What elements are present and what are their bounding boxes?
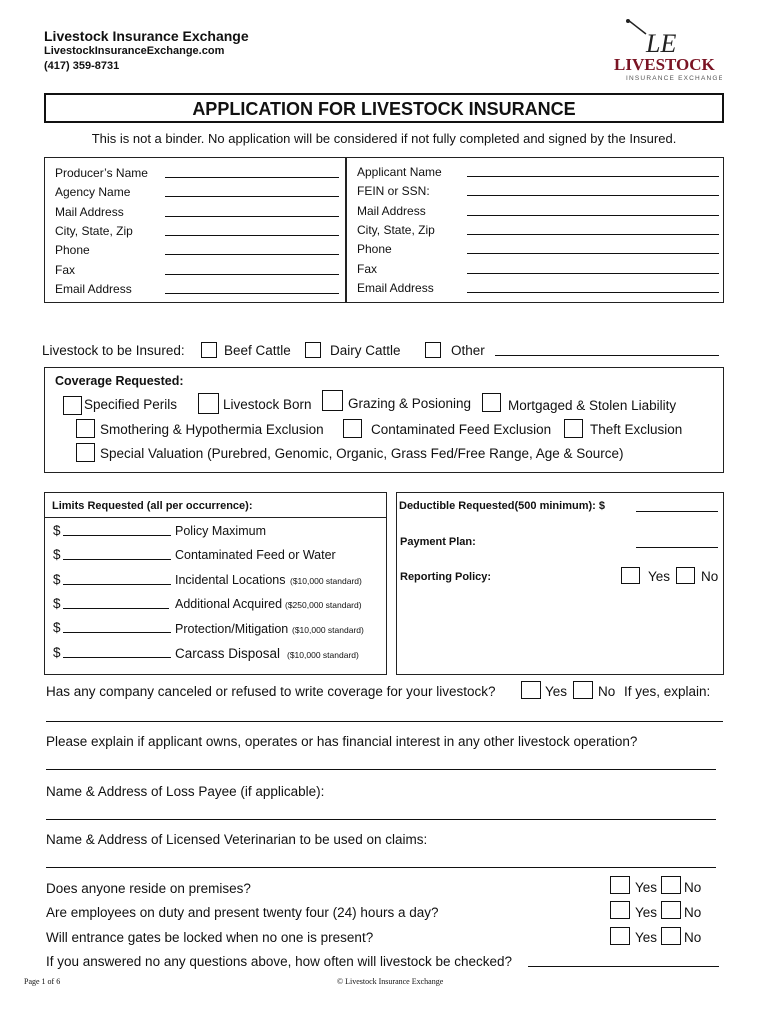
reporting-yes-label: Yes	[648, 569, 671, 584]
gates-yes-label: Yes	[635, 930, 658, 945]
loss-payee-question: Name & Address of Loss Payee (if applicable):	[46, 784, 325, 799]
applicant-mail-label: Mail Address	[357, 204, 426, 218]
reporting-no-checkbox[interactable]	[676, 567, 695, 584]
protection-label: Protection/Mitigation	[175, 622, 289, 636]
other-ops-question: Please explain if applicant owns, operates or has financial interest in any other livestock operation?	[46, 734, 638, 749]
beef-cattle-label: Beef Cattle	[224, 343, 291, 358]
other-label: Other	[451, 343, 485, 358]
applicant-email-label: Email Address	[357, 281, 434, 295]
producer-name-label: Producer’s Name	[55, 166, 148, 180]
binder-notice: This is not a binder. No application will be considered if not fully completed and signed by the Insured.	[91, 131, 677, 146]
special-valuation-checkbox[interactable]	[76, 443, 95, 462]
protection-field[interactable]	[63, 621, 171, 633]
canceled-yes-checkbox[interactable]	[521, 681, 541, 699]
applicant-city-label: City, State, Zip	[357, 223, 435, 237]
gates-no-label: No	[684, 930, 702, 945]
fein-label: FEIN or SSN:	[357, 184, 430, 198]
canceled-explain-label: If yes, explain:	[624, 684, 711, 699]
applicant-name-label: Applicant Name	[357, 165, 442, 179]
livestock-born-label: Livestock Born	[223, 397, 312, 412]
other-checkbox[interactable]	[425, 342, 441, 358]
protection-note: ($10,000 standard)	[292, 625, 364, 635]
other-field[interactable]	[495, 344, 719, 356]
policy-max-label: Policy Maximum	[175, 524, 266, 538]
incidental-field[interactable]	[63, 573, 171, 585]
reporting-policy-label: Reporting Policy:	[400, 571, 492, 583]
deductible-box	[396, 492, 724, 675]
gates-yes-checkbox[interactable]	[610, 927, 630, 945]
title-box	[44, 93, 724, 123]
applicant-name-field[interactable]	[467, 165, 719, 177]
other-ops-field[interactable]	[46, 758, 716, 770]
special-valuation-label: Special Valuation (Purebred, Genomic, Organic, Grass Fed/Free Range, Age & Source)	[100, 446, 624, 461]
payment-plan-field[interactable]	[636, 536, 718, 548]
canceled-yes-label: Yes	[545, 684, 568, 699]
contaminated-feed-checkbox[interactable]	[343, 419, 362, 438]
logo-monogram: LE	[646, 29, 677, 58]
grazing-label: Grazing & Posioning	[348, 396, 472, 411]
employees-no-label: No	[684, 905, 702, 920]
applicant-mail-field[interactable]	[467, 204, 719, 216]
employees-yes-label: Yes	[635, 905, 658, 920]
producer-phone-field[interactable]	[165, 243, 339, 255]
reporting-yes-checkbox[interactable]	[621, 567, 640, 584]
producer-email-label: Email Address	[55, 282, 132, 296]
producer-email-field[interactable]	[165, 282, 339, 294]
dairy-cattle-checkbox[interactable]	[305, 342, 321, 358]
payment-plan-label: Payment Plan:	[400, 536, 476, 548]
canceled-no-label: No	[598, 684, 616, 699]
additional-note: ($250,000 standard)	[285, 600, 362, 610]
copyright: © Livestock Insurance Exchange	[337, 977, 444, 986]
logo-graphic	[612, 18, 722, 82]
canceled-no-checkbox[interactable]	[573, 681, 593, 699]
specified-perils-checkbox[interactable]	[63, 396, 82, 415]
reside-question: Does anyone reside on premises?	[46, 881, 251, 896]
contaminated-feed-label: Contaminated Feed Exclusion	[371, 422, 552, 437]
company-name: Livestock Insurance Exchange	[44, 28, 249, 44]
smothering-label: Smothering & Hypothermia Exclusion	[100, 422, 324, 437]
producer-fax-field[interactable]	[165, 263, 339, 275]
livestock-born-checkbox[interactable]	[198, 393, 219, 414]
check-frequency-question: If you answered no any questions above, how often will livestock be checked?	[46, 954, 513, 969]
agency-name-label: Agency Name	[55, 185, 131, 199]
company-website[interactable]: LivestockInsuranceExchange.com	[44, 45, 225, 57]
policy-max-field[interactable]	[63, 524, 171, 536]
theft-exclusion-checkbox[interactable]	[564, 419, 583, 438]
page-title: APPLICATION FOR LIVESTOCK INSURANCE	[192, 99, 576, 119]
limit-currency: $	[53, 645, 61, 660]
limit-currency: $	[53, 547, 61, 562]
logo-word: LIVESTOCK	[614, 55, 715, 74]
vet-question: Name & Address of Licensed Veterinarian to be used on claims:	[46, 832, 428, 847]
carcass-note: ($10,000 standard)	[287, 650, 359, 660]
employees-yes-checkbox[interactable]	[610, 901, 630, 919]
beef-cattle-checkbox[interactable]	[201, 342, 217, 358]
limit-currency: $	[53, 523, 61, 538]
gates-no-checkbox[interactable]	[661, 927, 681, 945]
reside-no-checkbox[interactable]	[661, 876, 681, 894]
applicant-fax-label: Fax	[357, 262, 378, 276]
applicant-email-field[interactable]	[467, 281, 719, 293]
grazing-checkbox[interactable]	[322, 390, 343, 411]
gates-question: Will entrance gates be locked when no one is present?	[46, 930, 374, 945]
reside-yes-label: Yes	[635, 880, 658, 895]
vet-field[interactable]	[46, 856, 716, 868]
company-phone: (417) 359-8731	[44, 60, 120, 72]
reporting-no-label: No	[701, 569, 719, 584]
deductible-field[interactable]	[636, 500, 718, 512]
applicant-phone-label: Phone	[357, 242, 392, 256]
canceled-explain-field[interactable]	[46, 710, 723, 722]
producer-phone-label: Phone	[55, 243, 90, 257]
applicant-fax-field[interactable]	[467, 262, 719, 274]
additional-label: Additional Acquired	[175, 597, 283, 611]
fein-field[interactable]	[467, 184, 719, 196]
employees-question: Are employees on duty and present twenty four (24) hours a day?	[46, 905, 439, 920]
producer-name-field[interactable]	[165, 166, 339, 178]
specified-perils-label: Specified Perils	[84, 397, 178, 412]
contaminated-water-label: Contaminated Feed or Water	[175, 548, 336, 562]
canceled-question: Has any company canceled or refused to write coverage for your livestock?	[46, 684, 496, 699]
carcass-field[interactable]	[63, 646, 171, 658]
limit-currency: $	[53, 596, 61, 611]
reside-yes-checkbox[interactable]	[610, 876, 630, 894]
applicant-city-field[interactable]	[467, 223, 719, 235]
theft-exclusion-label: Theft Exclusion	[590, 422, 683, 437]
coverage-title: Coverage Requested:	[55, 374, 184, 388]
limit-currency: $	[53, 572, 61, 587]
producer-mail-label: Mail Address	[55, 205, 124, 219]
incidental-note: ($10,000 standard)	[290, 576, 362, 586]
additional-field[interactable]	[63, 597, 169, 609]
dairy-cattle-label: Dairy Cattle	[330, 343, 401, 358]
smothering-checkbox[interactable]	[76, 419, 95, 438]
incidental-label: Incidental Locations	[175, 573, 286, 587]
limits-title: Limits Requested (all per occurrence):	[52, 500, 253, 512]
producer-city-label: City, State, Zip	[55, 224, 133, 238]
producer-mail-field[interactable]	[165, 205, 339, 217]
employees-no-checkbox[interactable]	[661, 901, 681, 919]
page-number: Page 1 of 6	[24, 977, 61, 986]
check-frequency-field[interactable]	[528, 955, 719, 967]
deductible-label: Deductible Requested(500 minimum): $	[399, 500, 605, 512]
mortgaged-label: Mortgaged & Stolen Liability	[508, 398, 677, 413]
mortgaged-checkbox[interactable]	[482, 393, 501, 412]
limit-currency: $	[53, 620, 61, 635]
carcass-label: Carcass Disposal	[175, 646, 281, 661]
applicant-phone-field[interactable]	[467, 242, 719, 254]
reside-no-label: No	[684, 880, 702, 895]
livestock-logo	[612, 18, 722, 82]
contaminated-water-field[interactable]	[63, 548, 171, 560]
logo-sub: INSURANCE EXCHANGE	[626, 75, 722, 82]
producer-fax-label: Fax	[55, 263, 76, 277]
loss-payee-field[interactable]	[46, 808, 716, 820]
livestock-label: Livestock to be Insured:	[42, 343, 185, 358]
agency-name-field[interactable]	[165, 185, 339, 197]
limits-header	[44, 492, 387, 518]
producer-city-field[interactable]	[165, 224, 339, 236]
